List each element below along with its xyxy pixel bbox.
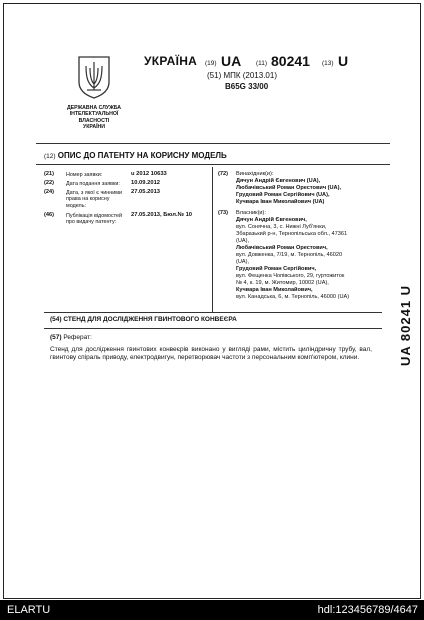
owner-address: вул. Довженка, 7/19, м. Тернопіль, 46020 — [236, 252, 343, 258]
owner-name: Дячун Андрій Євгенович, — [236, 217, 307, 223]
owner-name: Кучвара Іван Миколайович, — [236, 287, 313, 293]
footer-handle: hdl:123456789/4647 — [317, 604, 418, 616]
column-divider — [212, 167, 213, 312]
divider-top — [36, 143, 390, 144]
tryzub-emblem-icon — [76, 54, 112, 100]
patent-number: 80241 — [271, 53, 310, 69]
divider-fields — [44, 312, 382, 313]
inid-code-13: (13) — [322, 60, 334, 67]
footer-bar — [0, 600, 424, 620]
ipc-class-code: B65G 33/00 — [225, 82, 269, 91]
field-label-publication: Публікація відомостей про видачу патенту: — [66, 213, 123, 226]
owner-address: вул. Канадська, 6, м. Тернопіль, 46000 (UA) — [236, 294, 350, 300]
inventor-name: Любачівський Роман Орестович (UA), — [236, 185, 342, 191]
inid-code-19: (19) — [205, 60, 217, 67]
owner-name: Грудовий Роман Сергійович, — [236, 266, 317, 272]
inventors-block — [236, 171, 341, 206]
field-code-46: (46) — [44, 212, 54, 218]
inventors-label: Винахідник(и): — [236, 171, 274, 177]
inid-code-11: (11) — [256, 60, 268, 67]
owner-name: Любачівський Роман Орестович, — [236, 245, 328, 251]
field-code-24: (24) — [44, 189, 54, 195]
owner-address: Збаразький р-н, Тернопільська обл., 47361 — [236, 231, 348, 237]
footer-repository: ELARTU — [7, 604, 51, 616]
field-value-publication: 27.05.2013, Бюл.№ 10 — [131, 212, 193, 218]
field-label-application-number: Номер заявки: — [66, 172, 103, 178]
country-code: UA — [221, 53, 242, 69]
owner-address: № 4, к. 19, м. Житомир, 10002 (UA), — [236, 280, 329, 286]
abstract-heading: (57) Реферат: — [50, 334, 92, 341]
ipc-classification: (51) МПК (2013.01) — [207, 71, 277, 80]
field-label-filing-date: Дата подання заявки: — [66, 181, 120, 187]
owner-address: вул. Фещенка Чопівського, 29, гуртожиток — [236, 273, 345, 279]
field-code-73: (73) — [218, 210, 228, 216]
side-patent-code: UA 80241 U — [398, 284, 413, 366]
owner-address: вул. Сонячна, 3, с. Нижні Луб'янки, — [236, 224, 327, 230]
field-code-22: (22) — [44, 180, 54, 186]
owners-label: Власник(и): — [236, 210, 266, 216]
field-value-application-number: u 2012 10633 — [131, 171, 167, 177]
owners-block — [236, 210, 349, 301]
country-name: УКРАЇНА — [144, 54, 198, 68]
page-frame — [3, 3, 421, 599]
divider-title-section — [44, 328, 382, 329]
field-label-effective-date: Дата, з якої є чинними права на корисну модель: — [66, 190, 122, 209]
inventor-name: Кучвара Іван Миколайович (UA) — [236, 199, 325, 205]
field-value-effective-date: 27.05.2013 — [131, 189, 161, 195]
owner-address: (UA), — [236, 238, 250, 244]
field-code-21: (21) — [44, 171, 54, 177]
agency-name: ДЕРЖАВНА СЛУЖБА ІНТЕЛЕКТУАЛЬНОЇ ВЛАСНОСТІ УКРАЇНИ — [66, 105, 122, 130]
inventor-name: Грудовий Роман Сергійович (UA), — [236, 192, 330, 198]
field-code-72: (72) — [218, 171, 228, 177]
field-value-filing-date: 10.09.2012 — [131, 180, 161, 186]
divider-title — [36, 164, 390, 165]
utility-model-title: (54) СТЕНД ДЛЯ ДОСЛІДЖЕННЯ ГВИНТОВОГО КОНВЕЄРА — [50, 316, 237, 323]
kind-code: U — [338, 53, 349, 69]
abstract-text: Стенд для дослідження гвинтових конвеєрів виконано у вигляді рами, містить циліндричну трубу, вал, гвинтову спіраль приводу, електродвигун, перетворювач частоти з персональним комп'ютером, клини. — [50, 346, 372, 362]
document-title: (12) ОПИС ДО ПАТЕНТУ НА КОРИСНУ МОДЕЛЬ — [44, 151, 227, 160]
inventor-name: Дячун Андрій Євгенович (UA), — [236, 178, 321, 184]
owner-address: (UA), — [236, 259, 250, 265]
